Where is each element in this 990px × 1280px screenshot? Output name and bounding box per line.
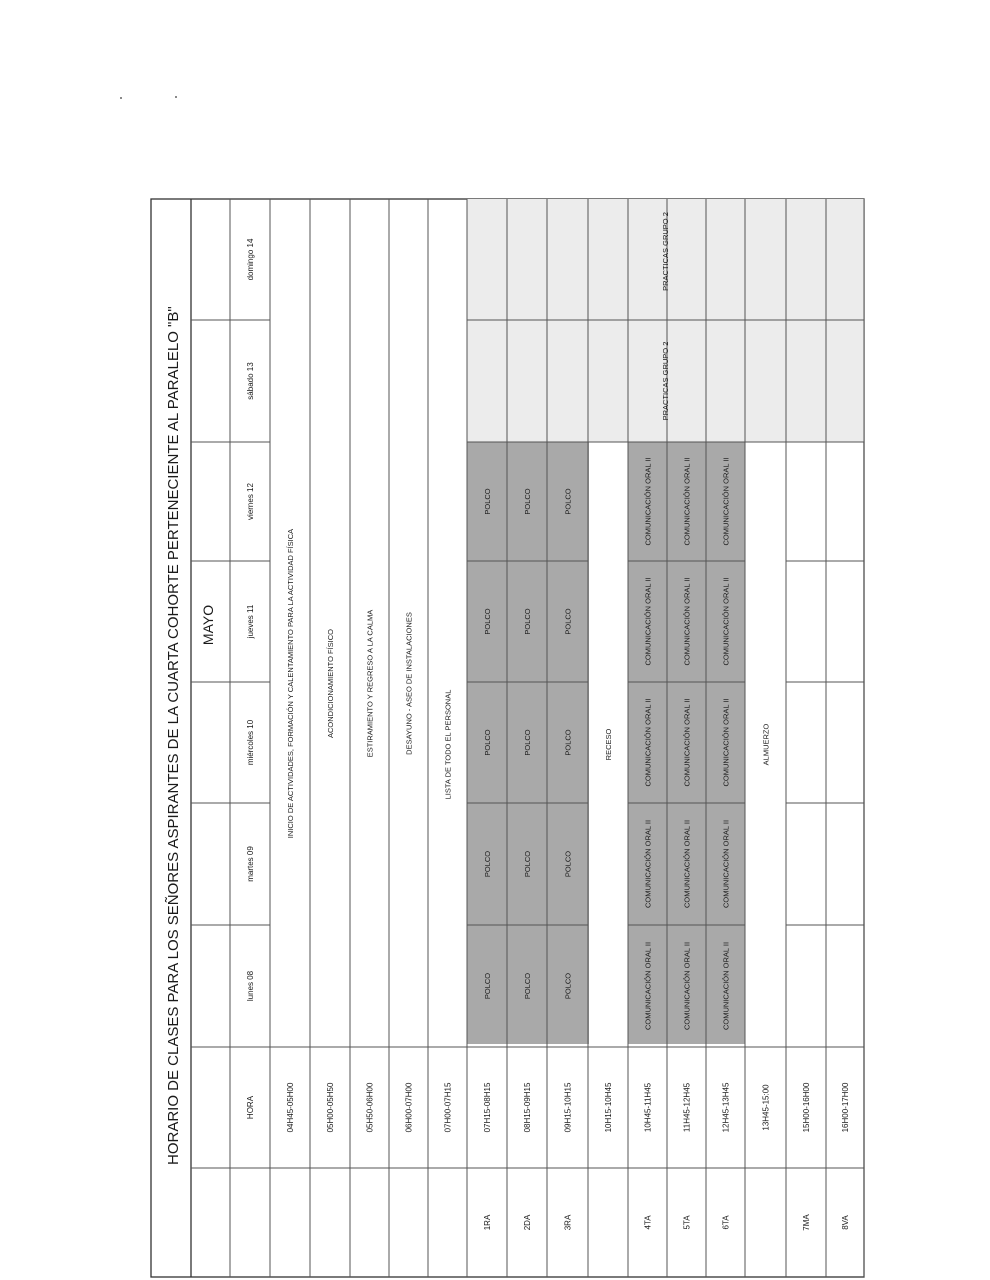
class-cell: POLCO: [483, 972, 492, 1000]
weekend-practice-saturday: PRACTICAS GRUPO 2: [661, 341, 670, 421]
class-cell: POLCO: [563, 850, 573, 878]
column-header-day: sábado 13: [246, 362, 255, 400]
span-activity: LISTA DE TODO EL PERSONAL: [443, 689, 453, 800]
class-cell: POLCO: [563, 488, 573, 515]
weekend-practice-sunday: PRACTICAS GRUPO 2: [661, 212, 670, 291]
span-activity: DESAYUNO - ASEO DE INSTALACIONES: [404, 612, 414, 755]
class-cell: COMUNICACIÓN ORAL II: [721, 819, 731, 909]
time-slot: 04H45-05H00: [286, 1082, 295, 1133]
class-cell: POLCO: [523, 488, 532, 515]
time-slot: 10H45-11H45: [643, 1082, 653, 1133]
class-cell: COMUNICACIÓN ORAL II: [643, 577, 653, 666]
class-cell: COMUNICACIÓN ORAL II: [643, 457, 653, 546]
period-label: 7MA: [802, 1214, 811, 1231]
span-activity: ACONDICIONAMIENTO FÍSICO: [326, 628, 335, 739]
period-label: 1RA: [483, 1214, 492, 1231]
time-slot: 05H00-05H50: [326, 1082, 335, 1133]
class-cell: COMUNICACIÓN ORAL II: [721, 698, 731, 787]
time-slot: 07H15-08H15: [483, 1082, 492, 1133]
period-label: 2DA: [523, 1214, 532, 1231]
class-cell: POLCO: [563, 608, 573, 635]
column-header-day: martes 09: [246, 846, 255, 882]
class-cell: POLCO: [523, 972, 532, 1000]
time-slot: 13H45-15:00: [761, 1084, 771, 1131]
time-slot: 09H15-10H15: [563, 1082, 573, 1133]
class-cell: POLCO: [523, 608, 532, 635]
class-cell: POLCO: [483, 488, 492, 515]
class-cell: COMUNICACIÓN ORAL II: [643, 819, 653, 909]
class-cell: COMUNICACIÓN ORAL II: [721, 941, 731, 1031]
time-slot: 06H00-07H00: [404, 1082, 414, 1133]
time-slot: 08H15-09H15: [523, 1082, 532, 1133]
time-slot: 12H45-13H45: [721, 1082, 731, 1133]
class-cell: COMUNICACIÓN ORAL II: [682, 457, 692, 546]
class-cell: COMUNICACIÓN ORAL II: [682, 577, 692, 666]
time-slot: 05H50-06H00: [365, 1082, 375, 1133]
period-label: 8VA: [841, 1215, 850, 1230]
class-cell: COMUNICACIÓN ORAL II: [682, 698, 692, 787]
period-label: 6TA: [721, 1215, 731, 1230]
time-slot: 16H00-17H00: [841, 1082, 850, 1133]
column-header-day: jueves 11: [246, 604, 255, 639]
time-slot: 10H15-10H45: [604, 1082, 613, 1133]
class-cell: POLCO: [483, 850, 492, 878]
class-cell: COMUNICACIÓN ORAL II: [682, 941, 692, 1031]
period-label: 4TA: [643, 1215, 653, 1230]
column-header-hora: HORA: [246, 1095, 255, 1120]
column-header-day: miércoles 10: [246, 719, 255, 766]
span-activity: RECESO: [604, 728, 613, 761]
header-row: [246, 238, 255, 1119]
class-cell: COMUNICACIÓN ORAL II: [721, 457, 731, 546]
class-cell: POLCO: [523, 850, 532, 878]
column-header-day: lunes 08: [246, 970, 255, 1002]
class-cell: COMUNICACIÓN ORAL II: [682, 819, 692, 909]
class-cell: COMUNICACIÓN ORAL II: [643, 941, 653, 1031]
class-cell: COMUNICACIÓN ORAL II: [721, 577, 731, 666]
class-cell: POLCO: [483, 608, 492, 635]
class-cell: COMUNICACIÓN ORAL II: [643, 698, 653, 787]
time-slot: 15H00-16H00: [802, 1082, 811, 1133]
class-cell: POLCO: [563, 972, 573, 1000]
time-slot: 11H45-12H45: [682, 1082, 692, 1133]
period-label: 3RA: [563, 1214, 573, 1231]
period-label: 5TA: [682, 1215, 692, 1230]
month-label: MAYO: [200, 604, 216, 646]
column-header-day: domingo 14: [246, 238, 255, 281]
span-activity: ESTIRAMIENTO Y REGRESO A LA CALMA: [365, 609, 375, 758]
span-activity: INICIO DE ACTIVIDADES, FORMACIÓN Y CALENTAMIENTO PARA LA ACTIVIDAD FÍSICA: [286, 528, 295, 839]
page-title: HORARIO DE CLASES PARA LOS SEÑORES ASPIRANTES DE LA CUARTA COHORTE PERTENECIENTE AL PARALELO "B": [165, 306, 182, 1165]
class-cell: POLCO: [523, 729, 532, 756]
column-header-day: viernes 12: [246, 483, 255, 520]
span-activity: ALMUERZO: [761, 723, 771, 766]
time-slot: 07H00-07H15: [443, 1082, 453, 1133]
class-cell: POLCO: [483, 729, 492, 756]
class-cell: POLCO: [563, 729, 573, 756]
